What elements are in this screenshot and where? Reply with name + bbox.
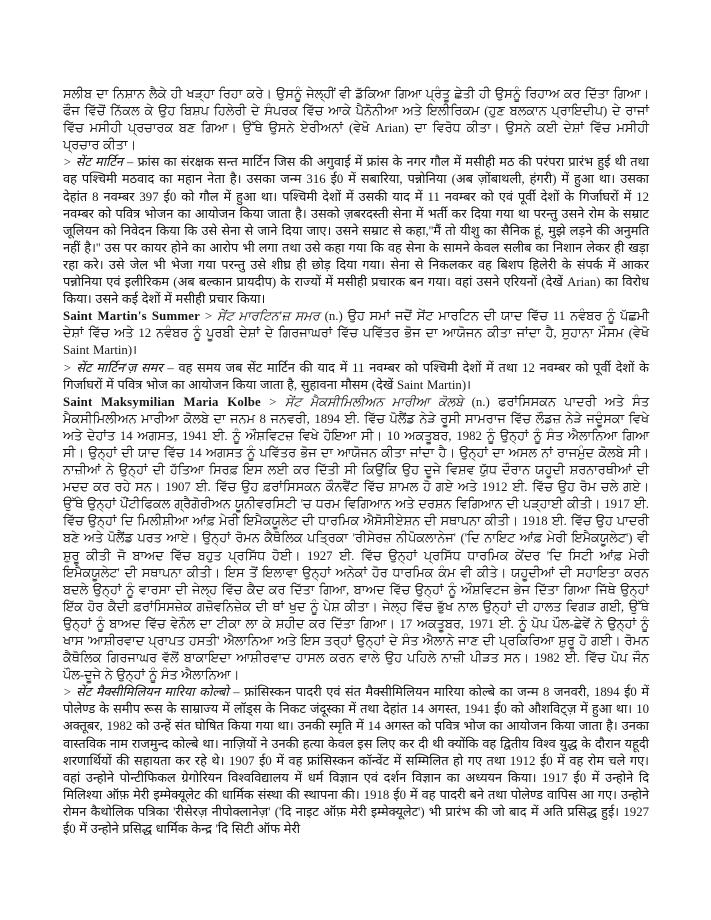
- text-segment-normal: – वह समय जब सेंट मार्टिन की याद में 11 नवम्बर को पश्चिमी देशों में तथा 12 नवम्बर को पूर्वी देशों के गिर्जाघरों में पवित्र भोज का आयोजन किया जाता है, सुहावना मौसम (देखें Saint Martin)।: [63, 360, 650, 392]
- text-segment-normal: – फ्रांसिस्कन पादरी एवं संत मैक्सीमिलियन मारिया कोल्बे का जन्म 8 जनवरी, 1894 ई0 में पोलेण्ड के समीप रूस के साम्राज्य में लॉड्स के निकट जंदूस्का में तथा देहांत 14 अगस्त, 1941 ई0 को औशविट्ज़ में हुआ था। 10 अक्तूबर, 1982 को उन्हें संत घोषित किया गया था। उनकी स्मृति में 14 अगस्त को पवित्र भोज का आयोजन किया जाता है। उनका वास्तविक नाम राजमुन्द कोल्बे था। नाज़ियों ने उनकी हत्या केवल इस लिए कर दी थी क्योंकि वह द्वितीय विश्व युद्ध के दौरान यहूदी शरणार्थियों की सहायता कर रहे थे। 1907 ई0 में वह फ्रांसिस्कन कॉन्वेंट में सम्मिलित हो गए तथा 1912 ई0 में वह रोम चले गए। वहां उन्होने पोन्टीफिकल ग्रेगोरियन विश्वविद्यालय में धर्म विज्ञान एवं दर्शन विज्ञान का अध्ययन किया। 1917 ई0 में उन्होने दि मिलिश्या ऑफ़ मेरी इम्मेक्यूलेट की धार्मिक संस्था की स्थापना की। 1918 ई0 में वह पादरी बने तथा पोलेण्ड वापिस आ गए। उन्होने रोमन कैथोलिक पत्रिका 'रीसेरज़ नीपोक्लानेज़' ('दि नाइट ऑफ़ मेरी इम्मेक्यूलेट') भी प्रारंभ की जो बाद में अति प्रसिद्ध हुई। 1927 ई0 में उन्होने प्रसिद्ध धार्मिक केन्द्र 'दि सिटी ऑफ मेरी: [63, 685, 649, 837]
- text-segment-italic: > सेंट मार्टिन: [63, 155, 123, 170]
- text-segment-normal: ਸਲੀਬ ਦਾ ਨਿਸ਼ਾਨ ਲੈਕੇ ਹੀ ਖੜ੍ਹਾ ਰਿਹਾ ਕਰੇ। ਉਸਨੂੰ ਜੇਲ੍ਹੀਂ ਵੀ ਡੱਕਿਆ ਗਿਆ ਪ੍ਰੰਤੂ ਛੇਤੀ ਹੀ ਉਸਨੂੰ ਰਿਹਾਅ ਕਰ ਦਿੱਤਾ ਗਿਆ। ਫੌਜ ਵਿੱਚੋਂ ਨਿੱਕਲ ਕੇ ਉਹ ਬਿਸ਼ਪ ਹਿਲੇਰੀ ਦੇ ਸੰਪਰਕ ਵਿੱਚ ਆਕੇ ਪੈਨੋਨੀਆ ਅਤੇ ਇਲੀਰਿਕਮ (ਹੁਣ ਬਲਕਾਨ ਪ੍ਰਾਇਦੀਪ) ਦੇ ਰਾਜਾਂ ਵਿੱਚ ਮਸੀਹੀ ਪ੍ਰਚਾਰਕ ਬਣ ਗਿਆ। ਉੱਥੇ ਉਸਨੇ ਏਰੀਅਨਾਂ (ਵੇਖੋ Arian) ਦਾ ਵਿਰੋਧ ਕੀਤਾ। ਉਸਨੇ ਕਈ ਦੇਸ਼ਾਂ ਵਿੱਚ ਮਸੀਹੀ ਪ੍ਰਚਾਰ ਕੀਤਾ।: [63, 87, 649, 153]
- text-segment-bold: Saint Martin's Summer: [63, 309, 200, 324]
- paragraph-saint-martins-summer-hindi: [63, 360, 649, 394]
- text-segment-normal: >: [199, 309, 217, 324]
- text-segment-normal: – फ्रांस का संरक्षक सन्त मार्टिन जिस की अगुवाई में फ्रांस के नगर गौल में मसीही मठ की परंपरा प्रारंभ हुई थी तथा वह पश्चिमी मठवाद का महान नेता है। उसका जन्म 316 ई0 में सबारिया, पन्नोनिया (अब ज़ोंबाथली, हंगरी) में हुआ था। उसका देहांत 8 नवम्बर 397 ई0 को गौल में हुआ था। पश्चिमी देशों में उसकी याद में 11 नवम्बर को एवं पूर्वी देशों के गिर्जाघरों में 12 नवम्बर को पवित्र भोजन का आयोजन किया जाता है। उसको ज़बरदस्ती सेना में भर्ती कर दिया गया था परन्तु उसने रोम के सम्राट जूलियन को निवेदन किया कि उसे सेना से जाने दिया जाए। उसने सम्राट से कहा,''मैं तो यीशु का सैनिक हूं, मुझे लड़ने की अनुमति नहीं है।'' उस पर कायर होने का आरोप भी लगा तथा उसे कहा गया कि वह सेना के सामने केवल सलीब का निशान लेकर ही खड़ा रहा करे। उसे जेल भी भेजा गया परन्तु उसे शीघ्र ही छोड़ दिया गया। सेना से निकलकर वह बिशप हिलेरी के संपर्क में आकर पन्नोनिया एवं इलीरिकम (अब बल्कान प्रायदीप) के राज्यों में मसीही प्रचारक बन गया। वहां उसने एरियनों (देखें Arian) का विरोध किया। उसने कई देशों में मसीही प्रचार किया।: [63, 155, 649, 307]
- text-segment-normal: (n.) ਉਹ ਸਮਾਂ ਜਦੋਂ ਸੇਂਟ ਮਾਰਟਿਨ ਦੀ ਯਾਦ ਵਿੱਚ 11 ਨਵੰਬਰ ਨੂੰ ਪੱਛਮੀ ਦੇਸ਼ਾਂ ਵਿੱਚ ਅਤੇ 12 ਨਵੰਬਰ ਨੂੰ ਪੂਰਬੀ ਦੇਸ਼ਾਂ ਦੇ ਗਿਰਜਾਘਰਾਂ ਵਿੱਚ ਪਵਿੱਤਰ ਭੋਜ ਦਾ ਆਯੋਜਨ ਕੀਤਾ ਜਾਂਦਾ ਹੈ, ਸੁਹਾਨਾ ਮੌਸਮ (ਵੇਖੋ Saint Martin)।: [63, 309, 650, 358]
- text-segment-italic: > सेंट मैक्सीमिलियन मारिया कोल्बो: [63, 685, 229, 700]
- paragraph-saint-martin-hindi: [63, 154, 649, 308]
- text-segment-italic: > सेंट मार्टिन'ज़ समर: [63, 360, 163, 375]
- paragraph-saint-martin-punjabi-continuation: [63, 86, 649, 154]
- text-segment-italic: ਸੇਂਟ ਮਾਰਟਿਨ'ਜ਼ ਸਮਰ: [216, 309, 320, 324]
- dictionary-entries: [63, 86, 649, 838]
- paragraph-saint-maksymilian-kolbe-entry: [63, 394, 649, 685]
- text-segment-normal: (n.) ਫਰਾਂਸਿਸਕਨ ਪਾਦਰੀ ਅਤੇ ਸੰਤ ਮੈਕਸੀਮਿਲੀਅਨ ਮਾਰੀਆ ਕੋਲਬੇ ਦਾ ਜਨਮ 8 ਜਨਵਰੀ, 1894 ਈ. ਵਿੱਚ ਪੋਲੈਂਡ ਨੇੜੇ ਰੂਸੀ ਸਾਮਰਾਜ ਵਿੱਚ ਲੌਡਜ਼ ਨੇੜੇ ਜਦੂੰਸਕਾ ਵਿਖੇ ਅਤੇ ਦੇਹਾਂਤ 14 ਅਗਸਤ, 1941 ਈ. ਨੂੰ ਔਸ਼ਵਿਟਜ਼ ਵਿਖੇ ਹੋਇਆ ਸੀ। 10 ਅਕਤੂਬਰ, 1982 ਨੂੰ ਉਨ੍ਹਾਂ ਨੂੰ ਸੰਤ ਐਲਾਨਿਆ ਗਿਆ ਸੀ। ਉਨ੍ਹਾਂ ਦੀ ਯਾਦ ਵਿੱਚ 14 ਅਗਸਤ ਨੂੰ ਪਵਿੱਤਰ ਭੋਜ ਦਾ ਆਯੋਜਨ ਕੀਤਾ ਜਾਂਦਾ ਹੈ। ਉਨ੍ਹਾਂ ਦਾ ਅਸਲ ਨਾਂ ਰਾਜਮੁੰਦ ਕੋਲਬੇ ਸੀ। ਨਾਜ਼ੀਆਂ ਨੇ ਉਨ੍ਹਾਂ ਦੀ ਹੱਤਿਆ ਸਿਰਫ਼ ਇਸ ਲਈ ਕਰ ਦਿੱਤੀ ਸੀ ਕਿਉਂਕਿ ਉਹ ਦੂਜੇ ਵਿਸ਼ਵ ਯੁੱਧ ਦੌਰਾਨ ਯਹੂਦੀ ਸ਼ਰਨਾਰਥੀਆਂ ਦੀ ਮਦਦ ਕਰ ਰਹੇ ਸਨ। 1907 ਈ. ਵਿੱਚ ਉਹ ਫ਼ਰਾਂਸਿਸਕਨ ਕੌਨਵੈਂਟ ਵਿੱਚ ਸ਼ਾਮਲ ਹੋ ਗਏ ਅਤੇ 1912 ਈ. ਵਿੱਚ ਉਹ ਰੋਮ ਚਲੇ ਗਏ। ਉੱਥੇ ਉਨ੍ਹਾਂ ਪੌਂਟੀਫਿਕਲ ਗ੍ਰੈਗੋਰੀਅਨ ਯੂਨੀਵਰਸਿਟੀ 'ਚ ਧਰਮ ਵਿਗਿਆਨ ਅਤੇ ਦਰਸ਼ਨ ਵਿਗਿਆਨ ਦੀ ਪੜ੍ਹਾਈ ਕੀਤੀ। 1917 ਈ. ਵਿੱਚ ਉਨ੍ਹਾਂ ਦਿ ਮਿਲੀਸ਼ੀਆ ਆਂਫ਼ ਮੇਰੀ ਇਮੈਕਯੂਲੇਟ ਦੀ ਧਾਰਮਿਕ ਐਸੋਸੀਏਸ਼ਨ ਦੀ ਸਥਾਪਨਾ ਕੀਤੀ। 1918 ਈ. ਵਿੱਚ ਉਹ ਪਾਦਰੀ ਬਣੇ ਅਤੇ ਪੋਲੈਂਡ ਪਰਤ ਆਏ। ਉਨ੍ਹਾਂ ਰੋਮਨ ਕੈਥੋਲਿਕ ਪਤ੍ਰਿਕਾ 'ਰੀਸੇਰਜ਼ ਨੀਪੋਕਲਾਨੇਜ' ('ਦਿ ਨਾਇਟ ਆਂਫ਼ ਮੇਰੀ ਇਮੈਕਯੂਲੇਟ') ਵੀ ਸ਼ੁਰੂ ਕੀਤੀ ਜੋ ਬਾਅਦ ਵਿੱਚ ਬਹੁਤ ਪ੍ਰਸਿੱਧ ਹੋਈ। 1927 ਈ. ਵਿੱਚ ਉਨ੍ਹਾਂ ਪ੍ਰਸਿੱਧ ਧਾਰਮਿਕ ਕੇਂਦਰ 'ਦਿ ਸਿਟੀ ਆਂਫ਼ ਮੇਰੀ ਇਮੈਕਯੂਲੇਟ' ਦੀ ਸਥਾਪਨਾ ਕੀਤੀ। ਇਸ ਤੋਂ ਇਲਾਵਾ ਉਨ੍ਹਾਂ ਅਨੇਕਾਂ ਹੋਰ ਧਾਰਮਿਕ ਕੰਮ ਵੀ ਕੀਤੇ। ਯਹੂਦੀਆਂ ਦੀ ਸਹਾਇਤਾ ਕਰਨ ਬਦਲੇ ਉਨ੍ਹਾਂ ਨੂੰ ਵਾਰਸਾ ਦੀ ਜੇਲ੍ਹ ਵਿੱਚ ਕੈਦ ਕਰ ਦਿੱਤਾ ਗਿਆ, ਬਾਅਦ ਵਿੱਚ ਉਨ੍ਹਾਂ ਨੂੰ ਔਸ਼ਵਿਟਜ ਭੇਜ ਦਿੱਤਾ ਗਿਆ ਜਿੱਥੇ ਉਨ੍ਹਾਂ ਇੱਕ ਹੋਰ ਕੈਦੀ ਫ਼ਰਾਂਸਿਸਜ਼ੇਕ ਗਜ਼ੋਵਨਿਜ਼ੇਕ ਦੀ ਥਾਂ ਖੁਦ ਨੂੰ ਪੇਸ਼ ਕੀਤਾ। ਜੇਲ੍ਹ ਵਿੱਚ ਭੁੱਖ ਨਾਲ ਉਨ੍ਹਾਂ ਦੀ ਹਾਲਤ ਵਿਗੜ ਗਈ, ਉੱਥੇ ਉਨ੍ਹਾਂ ਨੂੰ ਬਾਅਦ ਵਿੱਚ ਵੇਨੌਲ ਦਾ ਟੀਕਾ ਲਾ ਕੇ ਸ਼ਹੀਦ ਕਰ ਦਿੱਤਾ ਗਿਆ। 17 ਅਕਤੂਬਰ, 1971 ਈ. ਨੂੰ ਪੋਪ ਪੌਲ-ਛੇਵੇਂ ਨੇ ਉਨ੍ਹਾਂ ਨੂੰ ਖਾਸ 'ਆਸ਼ੀਰਵਾਦ ਪ੍ਰਾਪਤ ਹਸਤੀ' ਐਲਾਨਿਆ ਅਤੇ ਇਸ ਤਰ੍ਹਾਂ ਉਨ੍ਹਾਂ ਦੇ ਸੰਤ ਐਲਾਨੇ ਜਾਣ ਦੀ ਪ੍ਰਕਿਰਿਆ ਸ਼ੁਰੂ ਹੋ ਗਈ। ਰੋਮਨ ਕੈਥੋਲਿਕ ਗਿਰਜਾਘਰ ਵੱਲੋਂ ਬਾਕਾਇਦਾ ਆਸ਼ੀਰਵਾਦ ਹਾਸਲ ਕਰਨ ਵਾਲੇ ਉਹ ਪਹਿਲੇ ਨਾਜ਼ੀ ਪੀੜਤ ਸਨ। 1982 ਈ. ਵਿੱਚ ਪੋਪ ਜੌਨ ਪੌਲ-ਦੂਜੇ ਨੇ ਉਨ੍ਹਾਂ ਨੂੰ ਸੰਤ ਐਲਾਨਿਆ।: [63, 394, 650, 683]
- paragraph-saint-maksymilian-kolbe-hindi: [63, 684, 649, 838]
- text-segment-normal: >: [260, 394, 285, 409]
- paragraph-saint-martins-summer-entry: [63, 308, 649, 359]
- text-segment-italic: ਸੇਂਟ ਮੈਕਸੀਮਿਲੀਅਨ ਮਾਰੀਆ ਕੋਲਬੇ: [284, 394, 464, 409]
- text-segment-bold: Saint Maksymilian Maria Kolbe: [63, 394, 261, 409]
